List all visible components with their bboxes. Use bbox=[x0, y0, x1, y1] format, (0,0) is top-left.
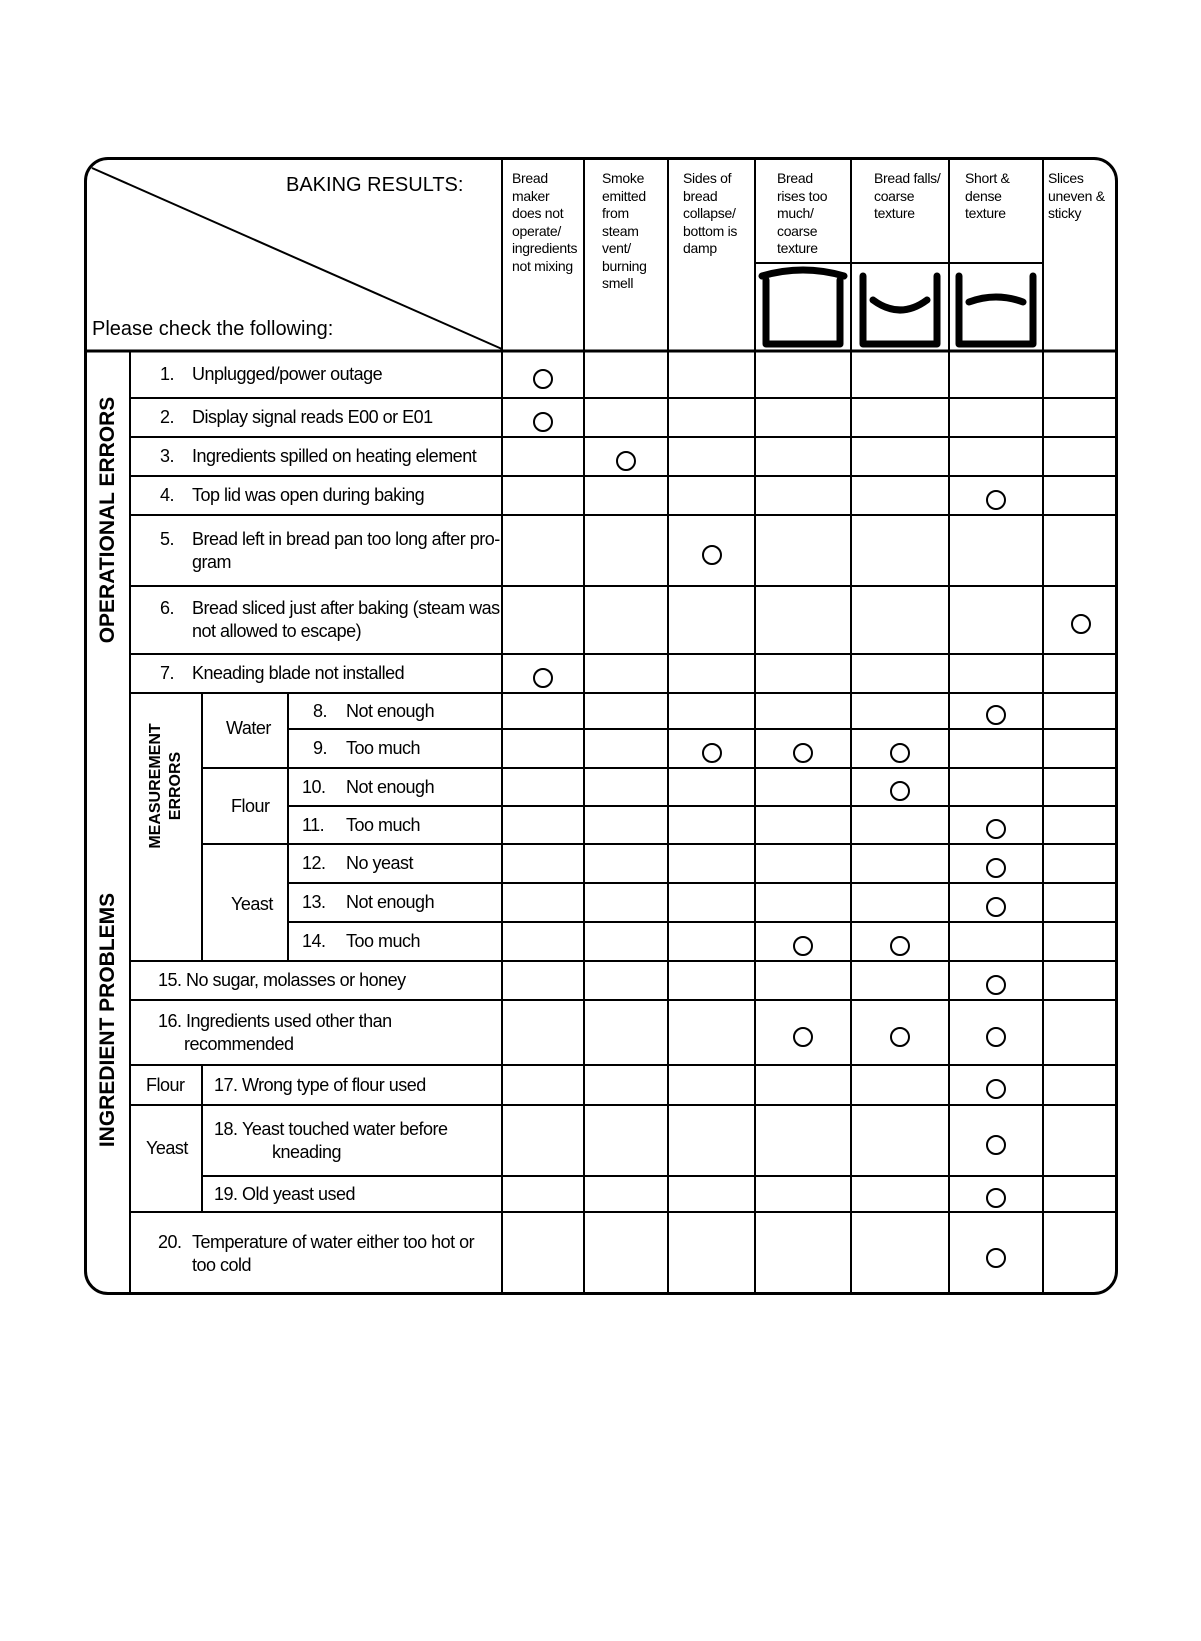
row-text: too cold bbox=[192, 1254, 252, 1275]
flour-sub-label: Flour bbox=[146, 1075, 185, 1095]
column-header-2: Smoke emitted from steam vent/ burning smell bbox=[602, 170, 647, 291]
check-circle bbox=[616, 451, 636, 471]
short-bread-pan-icon bbox=[959, 276, 1033, 344]
check-circle bbox=[986, 819, 1006, 839]
row-text: Too much bbox=[346, 931, 421, 951]
row-text: Display signal reads E00 or E01 bbox=[192, 407, 433, 427]
baking-results-label: BAKING RESULTS: bbox=[286, 174, 464, 196]
check-circle bbox=[986, 1135, 1006, 1155]
row-number: 11. bbox=[302, 814, 325, 835]
please-check-label: Please check the following: bbox=[92, 318, 334, 340]
row-text: Bread left in bread pan too long after pro- bbox=[192, 528, 500, 549]
row-number: 19. bbox=[214, 1183, 238, 1204]
check-circle bbox=[793, 743, 813, 763]
row-number: 7. bbox=[160, 663, 175, 683]
column-header-5: Bread falls/ coarse texture bbox=[874, 170, 941, 221]
row-text: kneading bbox=[272, 1141, 342, 1162]
check-circle bbox=[986, 897, 1006, 917]
column-header-4: Bread rises too much/ coarse texture bbox=[777, 170, 828, 256]
row-text: Unplugged/power outage bbox=[192, 364, 383, 384]
check-circle bbox=[986, 1188, 1006, 1208]
fallen-bread-pan-icon bbox=[863, 276, 937, 344]
row-text: not allowed to escape) bbox=[192, 621, 362, 641]
check-circle bbox=[890, 936, 910, 956]
row-text: Temperature of water either too hot or bbox=[192, 1231, 475, 1252]
row-number: 3. bbox=[160, 446, 175, 466]
row-text: Old yeast used bbox=[242, 1183, 356, 1204]
check-circle bbox=[986, 975, 1006, 995]
row-number: 13. bbox=[302, 892, 326, 912]
row-number: 5. bbox=[160, 528, 175, 549]
row-text: gram bbox=[192, 551, 232, 572]
risen-bread-pan-icon bbox=[762, 270, 844, 344]
row-number: 12. bbox=[302, 853, 326, 873]
check-circle bbox=[890, 1027, 910, 1047]
check-circle bbox=[793, 1027, 813, 1047]
measurement-errors-label-2: ERRORS bbox=[167, 751, 184, 821]
row-text: recommended bbox=[184, 1033, 294, 1054]
row-number: 2. bbox=[160, 407, 175, 427]
column-header-1: Bread maker does not operate/ ingredients not mixing bbox=[512, 170, 578, 274]
row-text: Top lid was open during baking bbox=[192, 485, 425, 505]
row-text: Bread sliced just after baking (steam was bbox=[192, 598, 500, 618]
row-text: Not enough bbox=[346, 700, 435, 721]
row-number: 4. bbox=[160, 485, 175, 505]
row-number: 9. bbox=[313, 738, 328, 758]
row-text: Ingredients used other than bbox=[186, 1010, 392, 1031]
row-text: Yeast touched water before bbox=[242, 1118, 448, 1139]
check-circle bbox=[702, 743, 722, 763]
row-text: Too much bbox=[346, 814, 421, 835]
row-text: Wrong type of flour used bbox=[242, 1074, 426, 1095]
check-circle bbox=[986, 1248, 1006, 1268]
check-circle bbox=[793, 936, 813, 956]
row-text: No sugar, molasses or honey bbox=[186, 970, 406, 990]
ingredient-problems-label: INGREDIENT PROBLEMS bbox=[96, 892, 119, 1148]
row-number: 18. bbox=[214, 1118, 238, 1139]
yeast-sub-label: Yeast bbox=[146, 1138, 188, 1158]
operational-errors-label: OPERATIONAL ERRORS bbox=[96, 396, 119, 644]
check-circle bbox=[986, 1027, 1006, 1047]
row-number: 17. bbox=[214, 1074, 238, 1095]
column-header-3: Sides of bread collapse/ bottom is damp bbox=[683, 170, 738, 256]
check-circle bbox=[533, 668, 553, 688]
check-circle bbox=[890, 781, 910, 801]
row-number: 10. bbox=[302, 776, 326, 797]
yeast-label: Yeast bbox=[231, 894, 273, 914]
check-circle bbox=[533, 369, 553, 389]
check-circle bbox=[890, 743, 910, 763]
row-number: 14. bbox=[302, 931, 326, 951]
check-circle bbox=[1071, 614, 1091, 634]
check-circle bbox=[702, 545, 722, 565]
row-text: No yeast bbox=[346, 853, 414, 873]
row-text: Too much bbox=[346, 738, 421, 758]
row-text: Not enough bbox=[346, 776, 435, 797]
check-circle bbox=[986, 490, 1006, 510]
row-text: Not enough bbox=[346, 892, 435, 912]
check-circle bbox=[533, 412, 553, 432]
row-number: 20. bbox=[158, 1231, 182, 1252]
check-circle bbox=[986, 705, 1006, 725]
check-circle bbox=[986, 1079, 1006, 1099]
row-number: 8. bbox=[313, 700, 328, 721]
water-label: Water bbox=[226, 718, 271, 738]
column-header-7: Slices uneven & sticky bbox=[1048, 170, 1105, 221]
flour-label: Flour bbox=[231, 796, 270, 816]
row-number: 15. bbox=[158, 970, 182, 990]
column-header-6: Short & dense texture bbox=[965, 170, 1010, 221]
measurement-errors-label-1: MEASUREMENT bbox=[147, 723, 164, 849]
row-text: Kneading blade not installed bbox=[192, 663, 405, 683]
check-circle bbox=[986, 858, 1006, 878]
row-number: 1. bbox=[160, 364, 175, 384]
row-number: 16. bbox=[158, 1010, 182, 1031]
row-number: 6. bbox=[160, 598, 175, 618]
row-text: Ingredients spilled on heating element bbox=[192, 446, 477, 466]
